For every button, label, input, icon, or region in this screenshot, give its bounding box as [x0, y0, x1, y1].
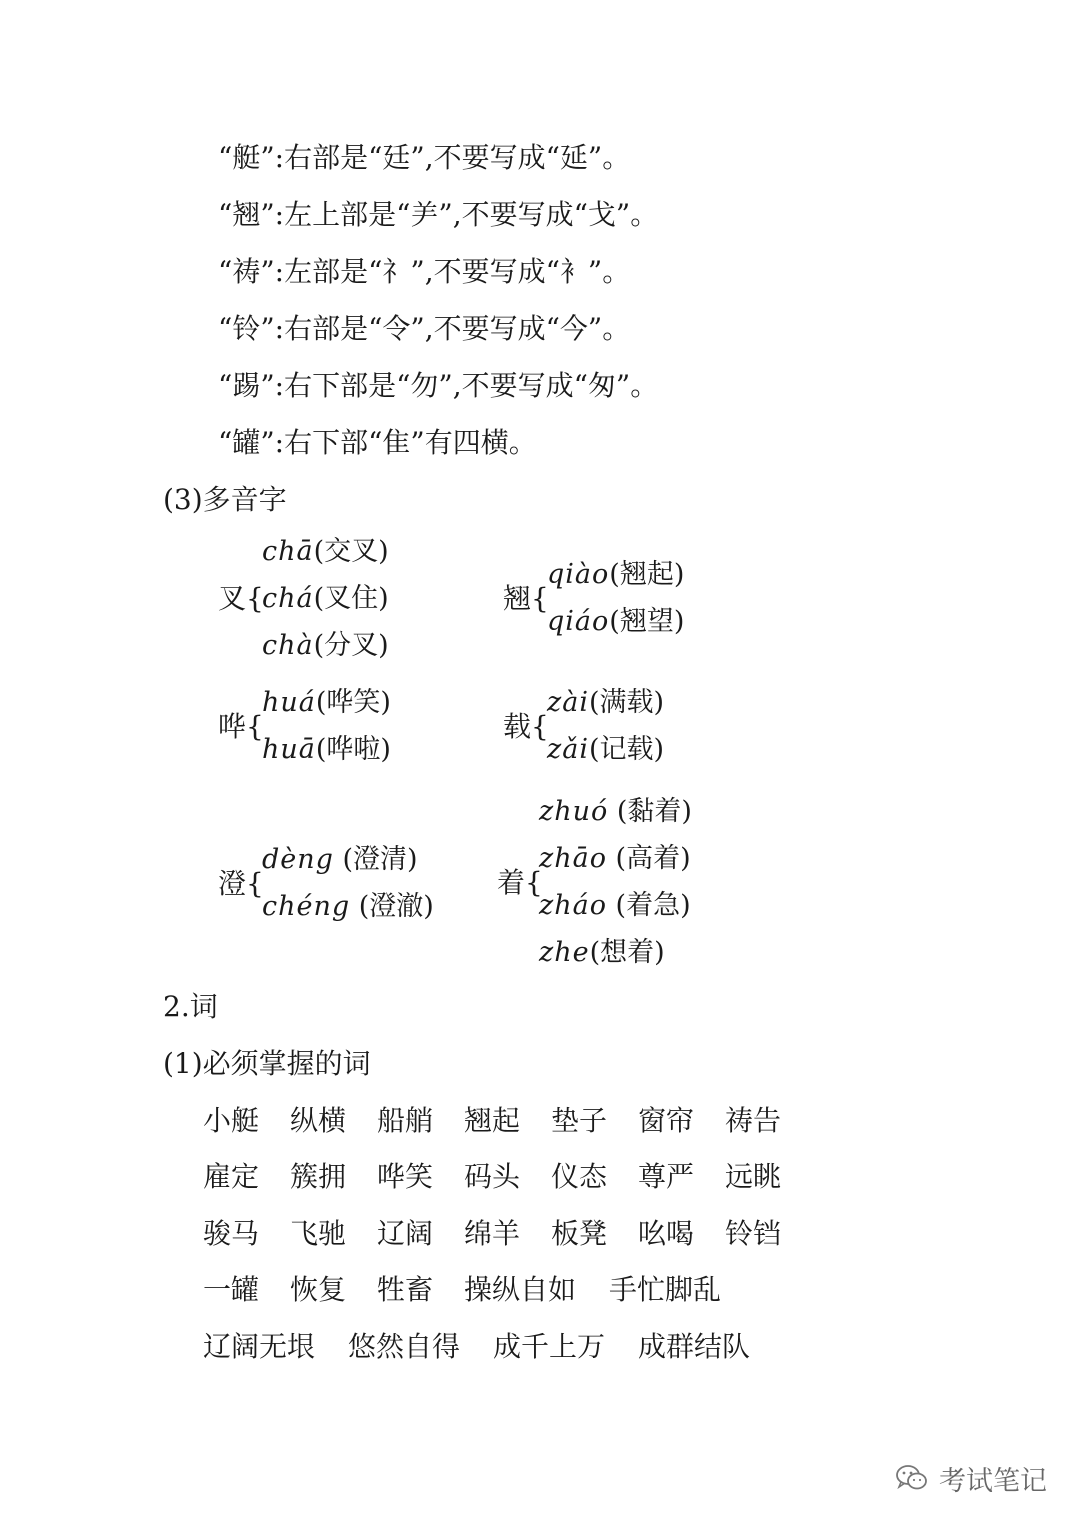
word: 垫子 [551, 1104, 608, 1137]
word: 成千上万 [493, 1330, 606, 1363]
poly-reading: chá(叉住) [262, 583, 389, 614]
poly-char: 哗{ [218, 710, 264, 743]
word: 手忙脚乱 [609, 1273, 722, 1306]
word: 纵横 [290, 1104, 347, 1137]
rule-line: “祷”:左部是“礻”,不要写成“衤”。 [218, 255, 631, 288]
poly-char: 着{ [497, 866, 543, 899]
poly-reading: huá(哗笑) [262, 687, 391, 718]
poly-reading: zài(满载) [547, 687, 665, 718]
poly-reading: qiào(翘起) [547, 559, 685, 590]
polyphonic-heading: (3)多音字 [163, 483, 287, 516]
watermark [895, 1458, 1047, 1498]
poly-reading: zhe(想着) [539, 937, 665, 968]
poly-reading: chéng (澄澈) [262, 891, 434, 922]
word: 祷告 [725, 1104, 782, 1137]
rule-line: “艇”:右部是“廷”,不要写成“延”。 [218, 141, 631, 174]
poly-reading: zǎi(记载) [547, 734, 665, 765]
word: 辽阔无垠 [203, 1330, 316, 1363]
word: 铃铛 [725, 1217, 782, 1250]
word: 仪态 [551, 1160, 608, 1193]
section-heading: 2.词 [163, 990, 218, 1023]
word: 船艄 [377, 1104, 434, 1137]
word: 辽阔 [377, 1217, 434, 1250]
poly-reading: zhuó (黏着) [539, 796, 692, 827]
poly-reading: chà(分叉) [262, 630, 389, 661]
word: 牲畜 [377, 1273, 434, 1306]
poly-reading: zhāo (高着) [539, 843, 691, 874]
poly-reading: dèng (澄清) [262, 844, 418, 875]
word: 雇定 [203, 1160, 260, 1193]
word: 成群结队 [638, 1330, 751, 1363]
word: 一罐 [203, 1273, 260, 1306]
word: 飞驰 [290, 1217, 347, 1250]
word: 远眺 [725, 1160, 782, 1193]
poly-reading: zháo (着急) [539, 890, 691, 921]
poly-char: 翘{ [503, 582, 549, 615]
word: 码头 [464, 1160, 521, 1193]
word: 翘起 [464, 1104, 521, 1137]
rule-line: “翘”:左上部是“⺶”,不要写成“戈”。 [218, 198, 659, 231]
rule-line: “罐”:右下部“隹”有四横。 [218, 426, 537, 459]
word: 哗笑 [377, 1160, 434, 1193]
poly-reading: chā(交叉) [262, 536, 389, 567]
wechat-icon [895, 1463, 929, 1493]
word: 窗帘 [638, 1104, 695, 1137]
rule-line: “铃”:右部是“令”,不要写成“今”。 [218, 312, 631, 345]
word: 小艇 [203, 1104, 260, 1137]
word: 簇拥 [290, 1160, 347, 1193]
poly-char: 澄{ [218, 867, 264, 900]
poly-reading: huā(哗啦) [262, 734, 391, 765]
word: 悠然自得 [348, 1330, 461, 1363]
poly-char: 叉{ [218, 582, 264, 615]
poly-reading: qiáo(翘望) [547, 606, 685, 637]
word: 恢复 [290, 1273, 347, 1306]
word: 吆喝 [638, 1217, 695, 1250]
rule-line: “踢”:右下部是“勿”,不要写成“匆”。 [218, 369, 659, 402]
poly-char: 载{ [503, 710, 549, 743]
word: 板凳 [551, 1217, 608, 1250]
words-heading: (1)必须掌握的词 [163, 1047, 371, 1080]
word: 操纵自如 [464, 1273, 577, 1306]
word: 绵羊 [464, 1217, 521, 1250]
watermark-text: 考试笔记 [939, 1465, 1047, 1497]
word: 尊严 [638, 1160, 695, 1193]
word: 骏马 [203, 1217, 260, 1250]
